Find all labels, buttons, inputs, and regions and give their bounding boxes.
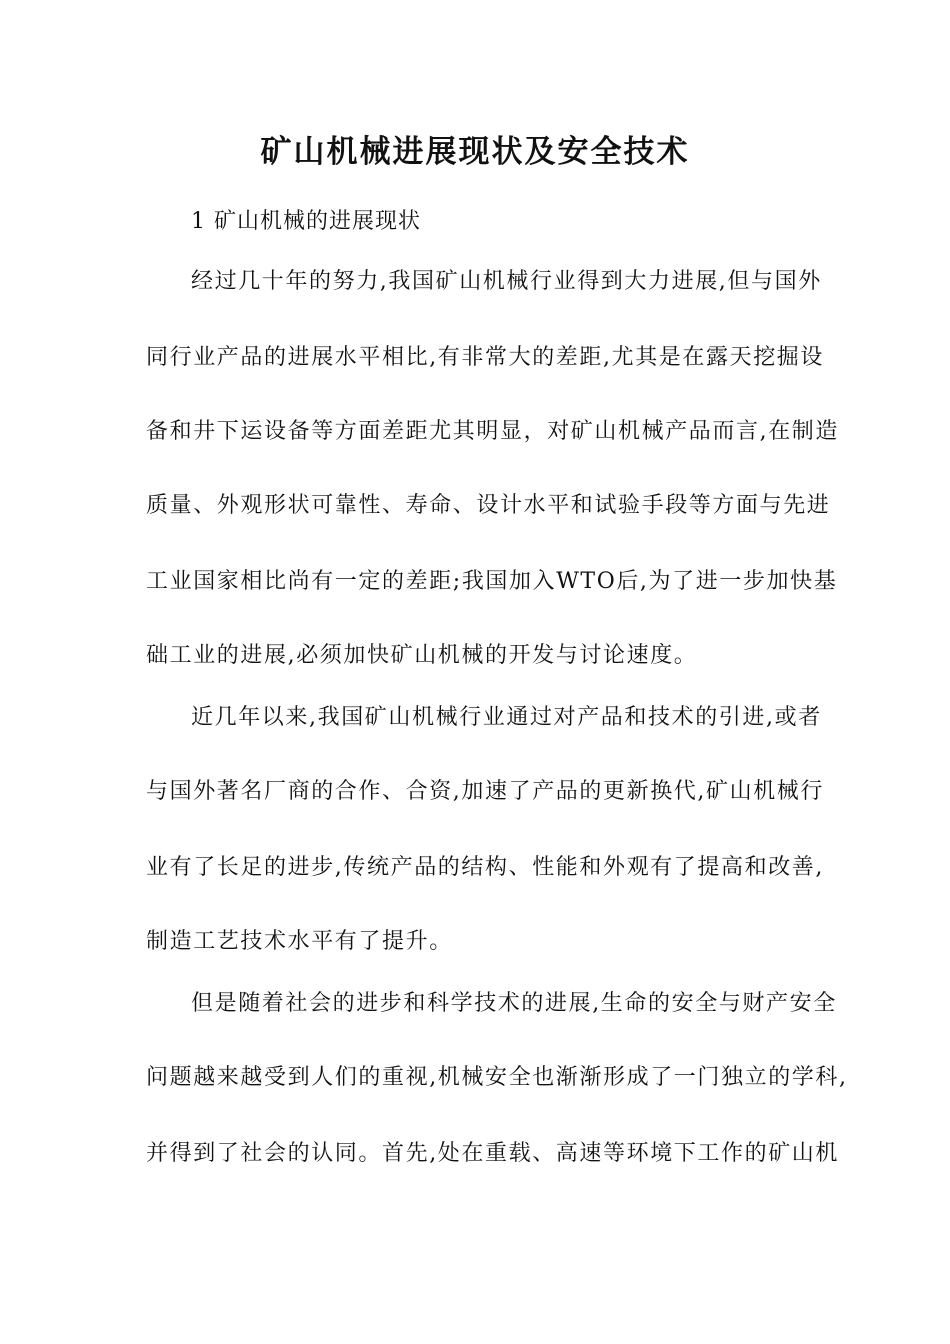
paragraph-3-line-3: 并得到了社会的认同。首先,处在重载、高速等环境下工作的矿山机 [146,1141,839,1166]
paragraph-1-line-4: 质量、外观形状可靠性、寿命、设计水平和试验手段等方面与先进 [146,493,831,518]
document-title: 矿山机械进展现状及安全技术 [260,134,690,170]
paragraph-2-line-1: 近几年以来,我国矿山机械行业通过对产品和技术的引进,或者 [191,705,822,730]
section-heading: 1 矿山机械的进展现状 [191,209,421,234]
paragraph-1-line-3: 备和井下运设备等方面差距尤其明显，对矿山机械产品而言,在制造 [146,419,839,444]
paragraph-1-line-1: 经过几十年的努力,我国矿山机械行业得到大力进展,但与国外 [191,269,822,294]
paragraph-3-line-2: 问题越来越受到人们的重视,机械安全也渐渐形成了一门独立的学科, [146,1065,848,1090]
paragraph-2-line-2: 与国外著名厂商的合作、合资,加速了产品的更新换代,矿山机械行 [146,779,824,804]
paragraph-1-line-6: 础工业的进展,必须加快矿山机械的开发与讨论速度。 [146,643,698,668]
paragraph-2-line-3: 业有了长足的进步,传统产品的结构、性能和外观有了提高和改善, [146,855,824,880]
paragraph-1-line-5: 工业国家相比尚有一定的差距;我国加入WTO后,为了进一步加快基 [146,569,838,594]
paragraph-3-line-1: 但是随着社会的进步和科学技术的进展,生命的安全与财产安全 [191,991,837,1016]
paragraph-2-line-4: 制造工艺技术水平有了提升。 [146,929,453,954]
paragraph-1-line-2: 同行业产品的进展水平相比,有非常大的差距,尤其是在露天挖掘设 [146,345,824,370]
